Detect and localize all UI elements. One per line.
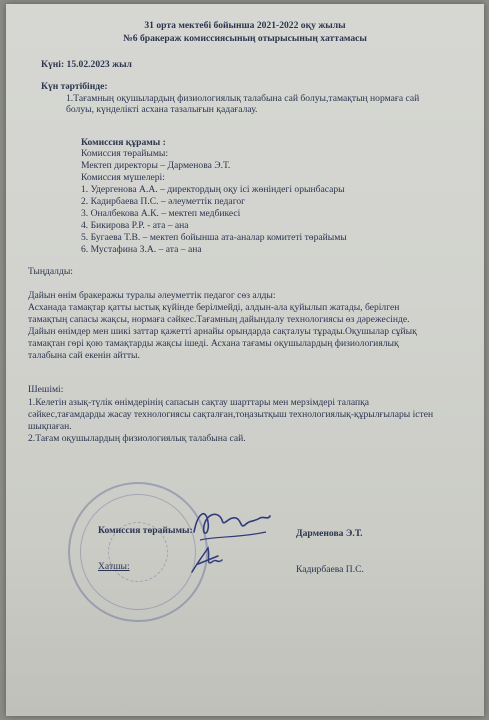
agenda-line-2: болуы, күнделікті асхана тазалығын қадағалау. bbox=[66, 104, 258, 115]
signature-secretary-name: Кадирбаева П.С. bbox=[296, 564, 364, 575]
commission-members-label: Комиссия мүшелері: bbox=[81, 172, 165, 183]
member-6: 6. Мустафина З.А. – ата – ана bbox=[81, 244, 202, 255]
member-4: 4. Бикирова Р.Р. - ата – ана bbox=[81, 220, 189, 231]
decision-line-2: сәйкес,тағамдарды жасау технологиясы сақталған,тоңазытқыш технологиялық-құрылғылары істен bbox=[28, 409, 434, 420]
document-page bbox=[6, 4, 484, 716]
agenda-title: Күн тәртібінде: bbox=[41, 81, 108, 92]
decision-line-1: 1.Келетін азық-түлік өнімдерінің сапасын сақтау шарттары мен мерзімдері талапқа bbox=[28, 397, 370, 408]
agenda-line-1: 1.Тағамның оқушылардың физиологиялық талабына сай болуы,тамақтың нормаға сай bbox=[66, 93, 420, 104]
secretary-signature bbox=[188, 542, 228, 582]
heard-line-5: тамақтан гөрі қою тамақтарды жақсы ішеді. Асхана тағамы оқушылардың физиологиялық bbox=[28, 338, 399, 349]
member-2: 2. Кадирбаева П.С. – әлеуметтік педагог bbox=[81, 196, 246, 207]
commission-chair: Мектеп директоры – Дарменова Э.Т. bbox=[81, 160, 231, 171]
header-line-2: №6 бракераж комиссиясының отырысының хаттамасы bbox=[123, 33, 367, 44]
protocol-date: Күні: 15.02.2023 жыл bbox=[41, 59, 132, 70]
decision-line-4: 2.Тағам оқушылардың физиологиялық талабына сай. bbox=[28, 433, 246, 444]
commission-title: Комиссия құрамы : bbox=[81, 137, 166, 148]
heard-line-4: Дайын өнімдер мен шикі заттар қажетті арнайы орындарда сақталуы тұрады.Оқушылар сұйық bbox=[28, 326, 417, 337]
heard-title: Тыңдалды: bbox=[28, 266, 73, 277]
heard-line-6: талабына сай екенін айтты. bbox=[28, 350, 140, 361]
member-3: 3. Оналбекова А.К. – мектеп медбикесі bbox=[81, 208, 241, 219]
decision-line-3: шықпаған. bbox=[28, 421, 72, 432]
header-line-1: 31 орта мектебі бойынша 2021-2022 оқу жылы bbox=[144, 20, 346, 31]
signature-chair-label: Комиссия төрайымы: bbox=[98, 525, 193, 536]
heard-line-2: Асханада тамақтар қатты ыстық күйінде берілмейді, алдын-ала қуйылып жатады, берілген bbox=[28, 302, 400, 313]
official-seal bbox=[68, 482, 208, 622]
signature-secretary-label: Хатшы: bbox=[98, 561, 130, 572]
member-1: 1. Удергенова А.А. – директордың оқу ісі жөніндегі орынбасары bbox=[81, 184, 345, 195]
chair-signature bbox=[188, 502, 274, 546]
member-5: 5. Бугаева Т.В. – мектеп бойынша ата-аналар комитеті төрайымы bbox=[81, 232, 347, 243]
heard-line-1: Дайын өнім бракеражы туралы әлеуметтік педагог сөз алды: bbox=[28, 290, 276, 301]
decision-title: Шешімі: bbox=[28, 384, 64, 395]
commission-chair-label: Комиссия төрайымы: bbox=[81, 148, 169, 159]
heard-line-3: тамақтың сапасы жақсы, нормаға сәйкес.Тағамның дайындалу технологиясы өз дәрежесінде. bbox=[28, 314, 410, 325]
signature-chair-name: Дарменова Э.Т. bbox=[296, 528, 363, 539]
